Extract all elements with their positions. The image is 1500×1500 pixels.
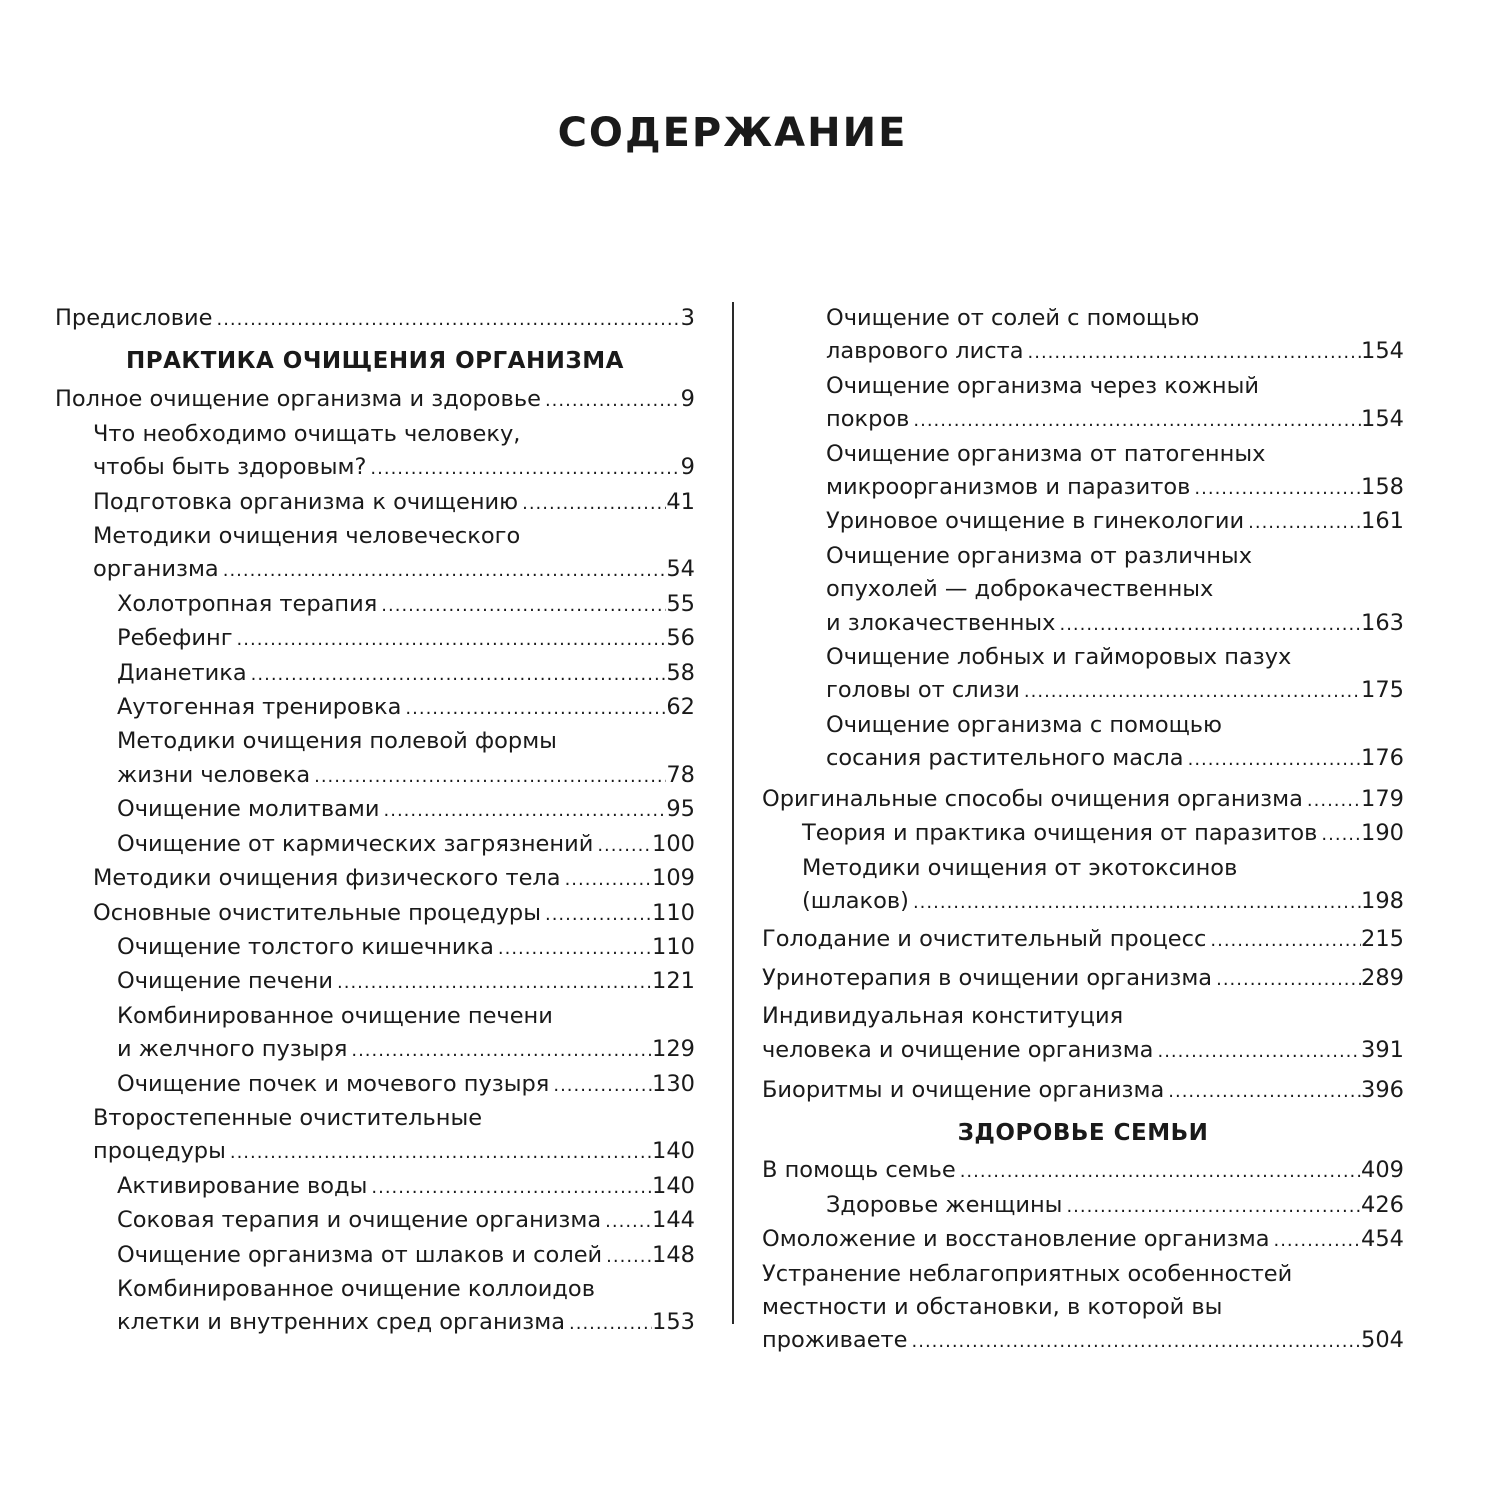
- entry-text: клетки и внутренних сред организма: [117, 1309, 566, 1336]
- dot-leader: [561, 863, 652, 896]
- page-number: 95: [666, 796, 695, 823]
- entry-line: [802, 885, 1404, 919]
- entry-text: Подготовка организма к очищению: [93, 488, 519, 515]
- entry-line: [762, 1034, 1404, 1068]
- page-number: 9: [680, 454, 695, 481]
- entry-text: Активирование воды: [117, 1172, 368, 1199]
- page-number: 110: [652, 899, 695, 926]
- section-heading-family: ЗДОРОВЬЕ СЕМЬИ: [957, 1120, 1209, 1147]
- entry-text: жизни человека: [117, 761, 311, 788]
- entry-line: [117, 1239, 695, 1273]
- toc-entry[interactable]: [762, 505, 1404, 539]
- page-number: 161: [1361, 508, 1404, 535]
- page-number: 56: [666, 625, 695, 652]
- dot-leader: [593, 829, 652, 862]
- section-heading-practice: ПРАКТИКА ОЧИЩЕНИЯ ОРГАНИЗМА: [126, 348, 624, 375]
- entry-line: [93, 486, 695, 520]
- entry-text: Очищение организма с помощью: [826, 711, 1222, 738]
- toc-entry[interactable]: [762, 852, 1404, 920]
- page-number: 9: [680, 386, 695, 413]
- entry-text: Голодание и очистительный процесс: [762, 926, 1207, 953]
- entry-text: лаврового листа: [826, 338, 1024, 365]
- entry-line: [93, 553, 695, 587]
- entry-line: [762, 1074, 1404, 1108]
- entry-text: В помощь семье: [762, 1157, 956, 1184]
- entry-text: Уринотерапия в очищении организма: [762, 964, 1213, 991]
- entry-text: опухолей — доброкачественных: [826, 576, 1214, 603]
- page-number: 289: [1361, 964, 1404, 991]
- entry-text: Теория и практика очищения от паразитов: [802, 820, 1318, 847]
- toc-left-column: [55, 302, 695, 1341]
- entry-line: [93, 451, 695, 485]
- entry-text: Второстепенные очистительные: [93, 1104, 483, 1131]
- entry-text: сосания растительного масла: [826, 745, 1184, 772]
- toc-entry[interactable]: [55, 725, 695, 793]
- page-number: 175: [1361, 677, 1404, 704]
- page-number: 163: [1361, 609, 1404, 636]
- toc-entry[interactable]: [762, 1074, 1404, 1108]
- toc-entry[interactable]: [55, 1239, 695, 1273]
- page-number: 153: [652, 1309, 695, 1336]
- dot-leader: [518, 487, 666, 520]
- entry-text: Дианетика: [117, 659, 247, 686]
- dot-leader: [366, 452, 680, 485]
- dot-leader: [1024, 336, 1362, 369]
- entry-text: (шлаков): [802, 887, 909, 914]
- dot-leader: [247, 658, 667, 691]
- page-number: 409: [1361, 1157, 1404, 1184]
- toc-entry[interactable]: [762, 1154, 1404, 1188]
- toc-entry[interactable]: [762, 1189, 1404, 1223]
- entry-text: Основные очистительные процедуры: [93, 899, 541, 926]
- page-number: 215: [1361, 926, 1404, 953]
- entry-text: Очищение организма через кожный: [826, 372, 1259, 399]
- entry-line: [93, 1135, 695, 1169]
- entry-text: Устранение неблагоприятных особенностей: [762, 1260, 1293, 1287]
- entry-text: Очищение от солей с помощью: [826, 305, 1200, 331]
- entry-line: [117, 622, 695, 656]
- toc-entry[interactable]: [762, 962, 1404, 996]
- entry-line: [117, 793, 695, 827]
- dot-leader: [541, 898, 652, 931]
- toc-entry[interactable]: [55, 486, 695, 520]
- dot-leader: [1020, 675, 1361, 708]
- entry-line: [826, 335, 1404, 369]
- dot-leader: [1184, 743, 1361, 776]
- entry-text: Холотропная терапия: [117, 590, 378, 617]
- entry-line: [117, 1068, 695, 1102]
- toc-entry[interactable]: [55, 302, 695, 336]
- page-number: 140: [652, 1138, 695, 1165]
- toc-entry[interactable]: [55, 418, 695, 486]
- page-number: 121: [652, 968, 695, 995]
- toc-entry[interactable]: [55, 520, 695, 588]
- dot-leader: [1303, 784, 1361, 817]
- toc-entry[interactable]: [762, 817, 1404, 851]
- page-number: 100: [652, 830, 695, 857]
- page-number: 391: [1361, 1036, 1404, 1063]
- entry-text: Очищение организма от различных: [826, 542, 1253, 569]
- toc-right-column: [762, 302, 1404, 1359]
- page-number: 130: [652, 1070, 695, 1097]
- entry-text: и желчного пузыря: [117, 1036, 348, 1063]
- toc-entry[interactable]: [55, 691, 695, 725]
- dot-leader: [380, 794, 667, 827]
- entry-text: Соковая терапия и очищение организма: [117, 1207, 602, 1234]
- dot-leader: [601, 1205, 652, 1238]
- entry-line: [55, 383, 695, 417]
- page-number: 140: [652, 1172, 695, 1199]
- dot-leader: [1212, 963, 1361, 996]
- toc-entry[interactable]: [55, 1273, 695, 1341]
- entry-text: Методики очищения от экотоксинов: [802, 854, 1238, 881]
- entry-text: Очищение толстого кишечника: [117, 933, 494, 960]
- entry-text: местности и обстановки, в которой вы: [762, 1293, 1223, 1320]
- page-number: 426: [1361, 1191, 1404, 1218]
- dot-leader: [1244, 506, 1361, 539]
- dot-leader: [908, 1325, 1362, 1358]
- dot-leader: [1055, 608, 1361, 641]
- page-number: 198: [1361, 887, 1404, 914]
- page-number: 41: [666, 488, 695, 515]
- entry-line: [762, 923, 1404, 957]
- entry-line: [826, 607, 1404, 641]
- dot-leader: [333, 966, 652, 999]
- dot-leader: [1062, 1190, 1361, 1223]
- page-number: 179: [1361, 785, 1404, 812]
- entry-line: [117, 759, 695, 793]
- toc-entry[interactable]: [762, 783, 1404, 817]
- entry-line: [826, 505, 1404, 539]
- entry-text: Полное очищение организма и здоровье: [55, 386, 541, 413]
- entry-line: [826, 471, 1404, 505]
- page-number: 3: [680, 305, 695, 331]
- entry-line: [826, 674, 1404, 708]
- entry-line: [93, 862, 695, 896]
- page-number: 176: [1361, 745, 1404, 772]
- toc-entry[interactable]: [55, 622, 695, 656]
- page-number: 396: [1361, 1076, 1404, 1103]
- entry-text: покров: [826, 406, 910, 433]
- toc-entry[interactable]: [55, 657, 695, 691]
- dot-leader: [347, 1034, 652, 1067]
- entry-line: [762, 1324, 1404, 1358]
- dot-leader: [602, 1240, 652, 1273]
- page-number: 154: [1361, 406, 1404, 433]
- page-number: 144: [652, 1207, 695, 1234]
- entry-line: [117, 1170, 695, 1204]
- entry-line: [762, 1223, 1404, 1257]
- entry-text: Очищение организма от патогенных: [826, 440, 1266, 467]
- page-number: 190: [1361, 820, 1404, 847]
- dot-leader: [310, 760, 666, 793]
- entry-text: процедуры: [93, 1138, 226, 1165]
- dot-leader: [541, 384, 681, 417]
- entry-text: Методики очищения физического тела: [93, 865, 561, 892]
- dot-leader: [956, 1155, 1361, 1188]
- dot-leader: [549, 1069, 652, 1102]
- entry-text: микроорганизмов и паразитов: [826, 474, 1191, 501]
- entry-text: человека и очищение организма: [762, 1036, 1154, 1063]
- toc-entry[interactable]: [762, 641, 1404, 709]
- dot-leader: [226, 1136, 652, 1169]
- entry-line: [117, 1306, 695, 1340]
- entry-line: [762, 962, 1404, 996]
- page-number: 148: [652, 1241, 695, 1268]
- entry-text: Очищение печени: [117, 968, 334, 995]
- entry-text: Очищение лобных и гайморовых пазух: [826, 644, 1292, 671]
- dot-leader: [401, 692, 666, 725]
- toc-entry[interactable]: [762, 923, 1404, 957]
- entry-line: [117, 965, 695, 999]
- entry-line: [55, 302, 695, 336]
- entry-text: Методики очищения человеческого: [93, 523, 521, 550]
- entry-text: Индивидуальная конституция: [762, 1003, 1124, 1030]
- entry-text: Здоровье женщины: [826, 1191, 1063, 1218]
- entry-text: Методики очищения полевой формы: [117, 728, 557, 755]
- dot-leader: [233, 623, 667, 656]
- entry-text: Ребефинг: [117, 625, 233, 652]
- entry-text: проживаете: [762, 1327, 908, 1354]
- entry-line: [117, 691, 695, 725]
- toc-entry[interactable]: [762, 302, 1404, 370]
- entry-line: [762, 783, 1404, 817]
- toc-entry[interactable]: [55, 1000, 695, 1068]
- entry-text: Комбинированное очищение печени: [117, 1002, 553, 1029]
- toc-entry[interactable]: [762, 1258, 1404, 1359]
- toc-entry[interactable]: [55, 931, 695, 965]
- entry-text: организма: [93, 556, 219, 583]
- entry-line: [826, 1189, 1404, 1223]
- page-number: 110: [652, 933, 695, 960]
- entry-text: Очищение от кармических загрязнений: [117, 830, 594, 857]
- dot-leader: [212, 303, 680, 336]
- toc-entry[interactable]: [762, 370, 1404, 438]
- page-number: 58: [666, 659, 695, 686]
- entry-line: [117, 588, 695, 622]
- entry-line: [802, 817, 1404, 851]
- page-number: 504: [1361, 1327, 1404, 1354]
- toc-entry[interactable]: [55, 1068, 695, 1102]
- entry-line: [117, 1204, 695, 1238]
- entry-line: [93, 897, 695, 931]
- entry-text: Уриновое очищение в гинекологии: [826, 508, 1245, 535]
- column-divider: [732, 302, 734, 1324]
- page-number: 78: [666, 761, 695, 788]
- dot-leader: [1153, 1035, 1361, 1068]
- dot-leader: [1190, 472, 1361, 505]
- page-number: 54: [666, 556, 695, 583]
- dot-leader: [909, 886, 1361, 919]
- toc-entry[interactable]: [55, 1170, 695, 1204]
- dot-leader: [377, 589, 666, 622]
- entry-line: [117, 828, 695, 862]
- dot-leader: [1269, 1224, 1361, 1257]
- toc-entry[interactable]: [762, 1223, 1404, 1257]
- page-number: 62: [666, 694, 695, 721]
- dot-leader: [909, 404, 1361, 437]
- entry-text: головы от слизи: [826, 677, 1020, 704]
- toc-entry[interactable]: [55, 588, 695, 622]
- entry-text: Очищение организма от шлаков и солей: [117, 1241, 603, 1268]
- dot-leader: [565, 1307, 652, 1340]
- page-title: СОДЕРЖАНИЕ: [557, 110, 908, 156]
- entry-line: [117, 1033, 695, 1067]
- entry-text: Очищение почек и мочевого пузыря: [117, 1070, 550, 1097]
- dot-leader: [1317, 818, 1361, 851]
- entry-line: [117, 931, 695, 965]
- dot-leader: [1164, 1075, 1361, 1108]
- page-number: 55: [666, 590, 695, 617]
- toc-entry[interactable]: [762, 709, 1404, 777]
- entry-text: Предисловие: [55, 305, 213, 331]
- toc-entry[interactable]: [55, 1102, 695, 1170]
- toc-entry[interactable]: [762, 438, 1404, 506]
- dot-leader: [494, 932, 652, 965]
- entry-text: Очищение молитвами: [117, 796, 380, 823]
- page-number: 454: [1361, 1226, 1404, 1253]
- dot-leader: [1206, 924, 1361, 957]
- toc-entry[interactable]: [55, 897, 695, 931]
- entry-line: [826, 742, 1404, 776]
- entry-text: Комбинированное очищение коллоидов: [117, 1275, 595, 1302]
- toc-entry[interactable]: [55, 1204, 695, 1238]
- toc-entry[interactable]: [55, 383, 695, 417]
- toc-entry[interactable]: [55, 965, 695, 999]
- toc-entry[interactable]: [55, 828, 695, 862]
- entry-text: Биоритмы и очищение организма: [762, 1076, 1165, 1103]
- page-number: 154: [1361, 338, 1404, 365]
- entry-text: и злокачественных: [826, 609, 1056, 636]
- page-number: 158: [1361, 474, 1404, 501]
- entry-text: Омоложение и восстановление организма: [762, 1226, 1270, 1253]
- page-number: 129: [652, 1036, 695, 1063]
- dot-leader: [219, 554, 667, 587]
- entry-line: [826, 403, 1404, 437]
- toc-entry[interactable]: [55, 793, 695, 827]
- toc-entry[interactable]: [762, 540, 1404, 641]
- entry-line: [762, 1154, 1404, 1188]
- page-number: 109: [652, 865, 695, 892]
- toc-entry[interactable]: [55, 862, 695, 896]
- entry-text: Аутогенная тренировка: [117, 694, 402, 721]
- entry-line: [117, 657, 695, 691]
- toc-entry[interactable]: [762, 1000, 1404, 1068]
- entry-text: Что необходимо очищать человеку,: [93, 420, 521, 447]
- dot-leader: [367, 1171, 652, 1204]
- entry-text: Оригинальные способы очищения организма: [762, 785, 1303, 812]
- entry-text: чтобы быть здоровым?: [93, 454, 367, 481]
